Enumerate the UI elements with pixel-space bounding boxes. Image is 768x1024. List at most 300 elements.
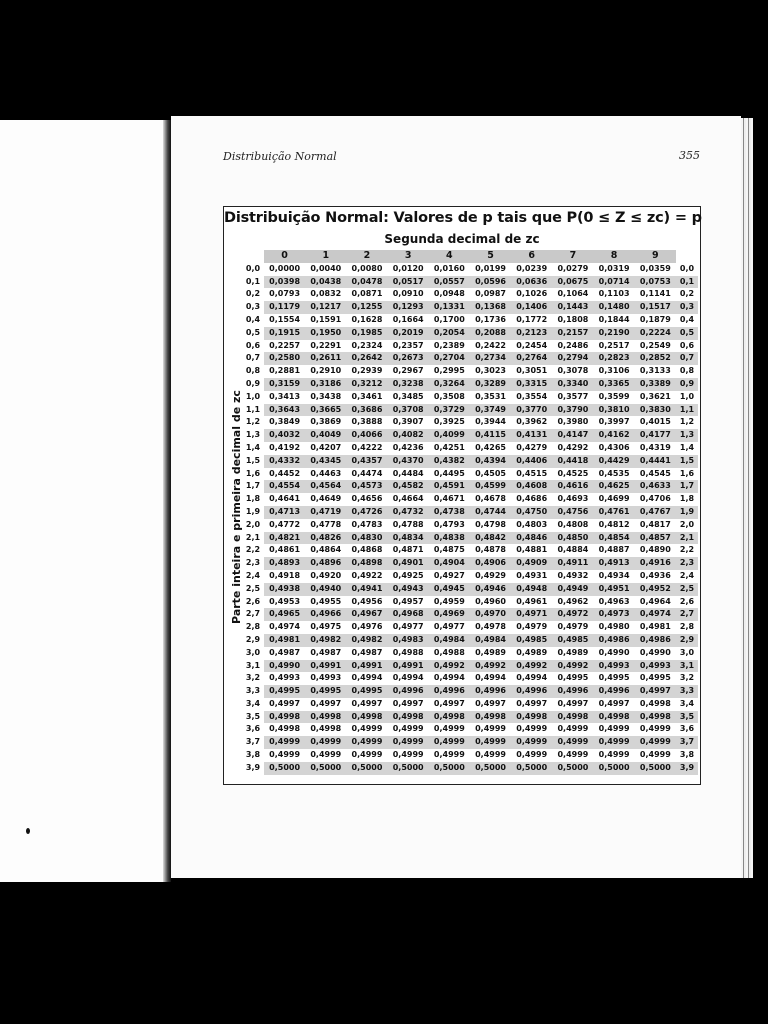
table-cell: 0,4591 <box>429 480 470 493</box>
table-cell: 0,1443 <box>552 301 593 314</box>
table-cell: 0,2967 <box>392 366 424 376</box>
row-label-right: 3,6 <box>679 724 695 734</box>
table-cell: 0,1368 <box>470 301 511 314</box>
table-cell: 0,5000 <box>305 762 346 775</box>
row-label-right: 0,1 <box>676 276 698 289</box>
table-cell: 0,4998 <box>594 711 635 724</box>
table-cell: 0,4988 <box>392 647 424 657</box>
table-row <box>242 391 698 404</box>
row-label: 1,7 <box>245 481 261 491</box>
table-cell: 0,4999 <box>346 736 387 749</box>
table-cell: 0,2704 <box>429 352 470 365</box>
table-cell: 0,4887 <box>598 545 630 555</box>
row-label: 0,7 <box>245 353 261 363</box>
table-cell: 0,4808 <box>557 519 589 529</box>
row-label: 0,0 <box>245 263 261 273</box>
table-cell: 0,4999 <box>594 736 635 749</box>
table-cell: 0,3907 <box>392 417 424 427</box>
page-number: 355 <box>679 149 700 162</box>
table-row <box>242 711 698 724</box>
row-label: 1,5 <box>245 455 261 465</box>
column-header: 1 <box>305 250 346 263</box>
table-cell: 0,2549 <box>639 340 671 350</box>
table-cell: 0,4625 <box>594 480 635 493</box>
table-cell: 0,4671 <box>433 494 465 504</box>
table-cell: 0,4948 <box>511 583 552 596</box>
table-cell: 0,4394 <box>470 455 511 468</box>
row-label-right: 3,0 <box>679 647 695 657</box>
table-cell: 0,4998 <box>346 711 387 724</box>
table-cell: 0,4922 <box>351 570 383 580</box>
table-cell: 0,4649 <box>310 494 342 504</box>
table-cell: 0,5000 <box>470 762 511 775</box>
table-row <box>242 583 698 596</box>
table-cell: 0,4788 <box>392 519 424 529</box>
table-cell: 0,1772 <box>516 314 548 324</box>
table-cell: 0,4999 <box>511 736 552 749</box>
table-cell: 0,4999 <box>557 724 589 734</box>
table-cell: 0,4984 <box>429 634 470 647</box>
table-cell: 0,1103 <box>598 289 630 299</box>
row-label: 3,7 <box>245 737 261 747</box>
column-header: 0 <box>264 250 305 263</box>
table-cell: 0,2389 <box>433 340 465 350</box>
table-cell: 0,0478 <box>346 276 387 289</box>
table-cell: 0,4993 <box>594 660 635 673</box>
table-cell: 0,4998 <box>429 711 470 724</box>
table-cell: 0,4960 <box>475 596 506 606</box>
table-row <box>242 749 698 762</box>
table-cell: 0,4990 <box>598 647 630 657</box>
table-cell: 0,3212 <box>346 378 387 391</box>
table-cell: 0,4945 <box>429 583 470 596</box>
table-row <box>242 404 698 417</box>
row-label: 2,8 <box>245 622 261 632</box>
row-label: 1,3 <box>245 430 261 440</box>
table-cell: 0,4999 <box>429 736 470 749</box>
table-cell: 0,1844 <box>598 314 630 324</box>
table-cell: 0,4999 <box>310 750 342 760</box>
table-cell: 0,2454 <box>516 340 548 350</box>
table-cell: 0,3051 <box>516 366 548 376</box>
table-cell: 0,4999 <box>470 736 511 749</box>
table-cell: 0,3749 <box>470 404 511 417</box>
table-row <box>242 596 698 609</box>
table-cell: 0,0557 <box>429 276 470 289</box>
row-label-right: 1,5 <box>676 455 698 468</box>
column-header: 6 <box>511 250 552 263</box>
table-cell: 0,0080 <box>351 263 383 273</box>
table-cell: 0,4985 <box>552 634 593 647</box>
table-cell: 0,4999 <box>392 724 424 734</box>
table-cell: 0,4830 <box>346 532 387 545</box>
table-cell: 0,4987 <box>351 647 383 657</box>
row-label-right: 3,3 <box>676 685 698 698</box>
row-label-right: 0,3 <box>676 301 698 314</box>
table-cell: 0,4940 <box>305 583 346 596</box>
table-cell: 0,3770 <box>511 404 552 417</box>
table-cell: 0,4236 <box>392 442 424 452</box>
column-header: 7 <box>552 250 593 263</box>
row-label-right: 0,9 <box>676 378 698 391</box>
table-cell: 0,4750 <box>511 506 552 519</box>
table-cell: 0,4998 <box>305 711 346 724</box>
table-cell: 0,4999 <box>269 750 301 760</box>
table-cell: 0,1331 <box>429 301 470 314</box>
table-cell: 0,4977 <box>433 622 465 632</box>
table-cell: 0,4495 <box>433 468 465 478</box>
table-cell: 0,4406 <box>511 455 552 468</box>
table-cell: 0,4893 <box>264 557 305 570</box>
table-cell: 0,4995 <box>639 673 671 683</box>
table-cell: 0,4929 <box>475 570 506 580</box>
table-cell: 0,0714 <box>594 276 635 289</box>
table-row <box>242 442 698 455</box>
table-cell: 0,4961 <box>516 596 548 606</box>
table-cell: 0,2734 <box>470 352 511 365</box>
table-cell: 0,4345 <box>305 455 346 468</box>
row-label: 2,0 <box>245 519 261 529</box>
table-cell: 0,4997 <box>269 698 301 708</box>
table-row <box>242 455 698 468</box>
row-label-right: 3,1 <box>676 660 698 673</box>
table-cell: 0,4998 <box>470 711 511 724</box>
row-label: 3,4 <box>245 698 261 708</box>
table-cell: 0,4996 <box>594 685 635 698</box>
table-cell: 0,4812 <box>598 519 630 529</box>
table-cell: 0,2823 <box>594 352 635 365</box>
table-cell: 0,0596 <box>470 276 511 289</box>
table-cell: 0,4826 <box>305 532 346 545</box>
table-cell: 0,3599 <box>598 391 630 401</box>
table-cell: 0,4936 <box>639 570 671 580</box>
table-cell: 0,4986 <box>635 634 676 647</box>
table-row <box>242 544 698 557</box>
table-cell: 0,4911 <box>552 557 593 570</box>
table-cell: 0,4162 <box>594 429 635 442</box>
table-row <box>242 762 698 775</box>
table-cell: 0,4998 <box>635 711 676 724</box>
table-cell: 0,4991 <box>305 660 346 673</box>
table-cell: 0,4664 <box>392 494 424 504</box>
row-label-right: 3,5 <box>676 711 698 724</box>
table-cell: 0,4998 <box>511 711 552 724</box>
table-cell: 0,4505 <box>475 468 506 478</box>
row-label: 2,5 <box>245 583 261 593</box>
table-cell: 0,2224 <box>635 327 676 340</box>
table-cell: 0,4941 <box>346 583 387 596</box>
table-cell: 0,4015 <box>639 417 671 427</box>
table-cell: 0,4890 <box>639 545 671 555</box>
row-label-right: 2,6 <box>679 596 695 606</box>
right-page <box>171 116 741 878</box>
table-cell: 0,0199 <box>475 263 506 273</box>
table-cell: 0,4964 <box>639 596 671 606</box>
table-cell: 0,4999 <box>475 724 506 734</box>
table-cell: 0,4998 <box>269 724 301 734</box>
table-cell: 0,4881 <box>516 545 548 555</box>
table-row <box>242 263 698 276</box>
table-cell: 0,4997 <box>392 698 424 708</box>
row-label-right: 1,3 <box>676 429 698 442</box>
table-cell: 0,3888 <box>351 417 383 427</box>
table-cell: 0,3729 <box>429 404 470 417</box>
table-cell: 0,0753 <box>635 276 676 289</box>
table-cell: 0,4292 <box>557 442 589 452</box>
table-cell: 0,4996 <box>511 685 552 698</box>
table-cell: 0,2291 <box>310 340 342 350</box>
table-row <box>242 736 698 749</box>
table-cell: 0,4554 <box>264 480 305 493</box>
table-row <box>242 506 698 519</box>
table-cell: 0,4999 <box>392 750 424 760</box>
row-label: 1,9 <box>245 506 261 516</box>
table-cell: 0,1915 <box>264 327 305 340</box>
table-cell: 0,3997 <box>598 417 630 427</box>
table-cell: 0,4997 <box>433 698 465 708</box>
table-cell: 0,4861 <box>269 545 301 555</box>
table-cell: 0,4793 <box>433 519 465 529</box>
table-cell: 0,2357 <box>392 340 424 350</box>
table-cell: 0,3849 <box>269 417 301 427</box>
table-cell: 0,4995 <box>598 673 630 683</box>
table-cell: 0,4564 <box>305 480 346 493</box>
table-cell: 0,4918 <box>269 570 301 580</box>
table-cell: 0,4999 <box>305 736 346 749</box>
table-cell: 0,4959 <box>433 596 465 606</box>
table-cell: 0,4998 <box>552 711 593 724</box>
table-cell: 0,4962 <box>557 596 589 606</box>
row-label-right: 2,2 <box>679 545 695 555</box>
table-cell: 0,3461 <box>351 391 383 401</box>
table-cell: 0,3531 <box>475 391 506 401</box>
table-cell: 0,4953 <box>269 596 301 606</box>
column-header: 3 <box>388 250 429 263</box>
row-label-right: 2,5 <box>676 583 698 596</box>
row-label-right: 3,8 <box>679 750 695 760</box>
table-cell: 0,4997 <box>598 698 630 708</box>
table-cell: 0,3790 <box>552 404 593 417</box>
table-cell: 0,4525 <box>557 468 589 478</box>
row-label: 0,5 <box>245 327 261 337</box>
row-label: 3,3 <box>245 686 261 696</box>
table-cell: 0,4706 <box>639 494 671 504</box>
table-row <box>242 288 698 301</box>
table-cell: 0,2486 <box>557 340 589 350</box>
table-cell: 0,4633 <box>635 480 676 493</box>
table-cell: 0,4066 <box>346 429 387 442</box>
table-cell: 0,4429 <box>594 455 635 468</box>
table-cell: 0,4357 <box>346 455 387 468</box>
table-cell: 0,4927 <box>433 570 465 580</box>
table-row <box>242 557 698 570</box>
table-cell: 0,4988 <box>433 647 465 657</box>
table-cell: 0,4994 <box>392 673 424 683</box>
table-cell: 0,2157 <box>552 327 593 340</box>
table-row <box>242 634 698 647</box>
table-cell: 0,4838 <box>429 532 470 545</box>
row-label-right: 3,9 <box>676 762 698 775</box>
page-gutter <box>163 120 171 882</box>
table-cell: 0,4803 <box>516 519 548 529</box>
table-cell: 0,4726 <box>346 506 387 519</box>
table-cell: 0,4798 <box>475 519 506 529</box>
table-cell: 0,4996 <box>470 685 511 698</box>
table-cell: 0,4999 <box>639 750 671 760</box>
table-cell: 0,4999 <box>516 750 548 760</box>
table-cell: 0,4987 <box>269 647 301 657</box>
row-label-right: 3,4 <box>679 698 695 708</box>
table-cell: 0,1591 <box>310 314 342 324</box>
table-cell: 0,4207 <box>310 442 342 452</box>
table-cell: 0,4995 <box>305 685 346 698</box>
z-table <box>242 250 698 775</box>
row-label-right: 2,4 <box>679 570 695 580</box>
row-label-right: 0,4 <box>679 314 695 324</box>
table-cell: 0,3980 <box>557 417 589 427</box>
row-label-right: 2,1 <box>676 532 698 545</box>
normal-distribution-table <box>223 206 701 785</box>
row-label: 0,9 <box>245 378 261 388</box>
table-cell: 0,2422 <box>475 340 506 350</box>
table-cell: 0,1628 <box>351 314 383 324</box>
table-cell: 0,4999 <box>598 724 630 734</box>
table-cell: 0,4999 <box>475 750 506 760</box>
table-cell: 0,4875 <box>433 545 465 555</box>
column-header: 4 <box>429 250 470 263</box>
row-label: 3,8 <box>245 750 261 760</box>
table-cell: 0,4904 <box>429 557 470 570</box>
table-cell: 0,4192 <box>269 442 301 452</box>
table-cell: 0,4545 <box>639 468 671 478</box>
table-cell: 0,4993 <box>310 673 342 683</box>
table-cell: 0,4906 <box>470 557 511 570</box>
table-cell: 0,4998 <box>639 698 671 708</box>
table-cell: 0,4452 <box>269 468 301 478</box>
table-cell: 0,4989 <box>516 647 548 657</box>
row-label-right: 2,9 <box>676 634 698 647</box>
table-cell: 0,4177 <box>635 429 676 442</box>
table-cell: 0,4998 <box>388 711 429 724</box>
row-label: 2,3 <box>245 558 261 568</box>
table-cell: 0,3869 <box>310 417 342 427</box>
row-label: 2,1 <box>245 532 261 542</box>
table-row <box>242 493 698 506</box>
row-label: 1,2 <box>245 417 261 427</box>
table-cell: 0,4974 <box>269 622 301 632</box>
table-cell: 0,4968 <box>388 608 429 621</box>
table-cell: 0,1950 <box>305 327 346 340</box>
table-cell: 0,4582 <box>388 480 429 493</box>
table-cell: 0,1517 <box>635 301 676 314</box>
row-axis-label: Parte inteira e primeira decimal de zc <box>230 390 243 624</box>
table-cell: 0,4983 <box>388 634 429 647</box>
table-cell: 0,0438 <box>305 276 346 289</box>
table-cell: 0,0120 <box>392 263 424 273</box>
table-cell: 0,2324 <box>351 340 383 350</box>
table-cell: 0,4251 <box>433 442 465 452</box>
table-cell: 0,4756 <box>552 506 593 519</box>
row-label-right: 1,6 <box>679 468 695 478</box>
table-cell: 0,2673 <box>388 352 429 365</box>
table-cell: 0,2019 <box>388 327 429 340</box>
table-cell: 0,4909 <box>511 557 552 570</box>
table-cell: 0,3962 <box>516 417 548 427</box>
table-cell: 0,4916 <box>635 557 676 570</box>
table-cell: 0,0948 <box>433 289 465 299</box>
column-header-row <box>242 250 698 263</box>
table-cell: 0,0239 <box>516 263 548 273</box>
table-cell: 0,4783 <box>351 519 383 529</box>
table-cell: 0,2054 <box>429 327 470 340</box>
table-row <box>242 480 698 493</box>
row-label: 1,0 <box>245 391 261 401</box>
table-cell: 0,1293 <box>388 301 429 314</box>
table-cell: 0,4946 <box>470 583 511 596</box>
row-label: 3,2 <box>245 673 261 683</box>
table-cell: 0,4999 <box>598 750 630 760</box>
table-cell: 0,4989 <box>475 647 506 657</box>
table-row <box>242 532 698 545</box>
row-label: 1,1 <box>245 404 261 414</box>
table-cell: 0,0832 <box>310 289 342 299</box>
table-cell: 0,4032 <box>264 429 305 442</box>
table-cell: 0,5000 <box>429 762 470 775</box>
table-cell: 0,4981 <box>264 634 305 647</box>
table-cell: 0,4999 <box>557 750 589 760</box>
table-cell: 0,4719 <box>305 506 346 519</box>
table-cell: 0,4999 <box>388 736 429 749</box>
table-cell: 0,4535 <box>598 468 630 478</box>
row-label-right: 0,2 <box>679 289 695 299</box>
table-cell: 0,1700 <box>433 314 465 324</box>
table-cell: 0,1026 <box>516 289 548 299</box>
table-cell: 0,2580 <box>264 352 305 365</box>
running-head: Distribuição Normal <box>223 150 337 163</box>
table-cell: 0,3264 <box>429 378 470 391</box>
table-cell: 0,2881 <box>269 366 301 376</box>
table-cell: 0,4732 <box>388 506 429 519</box>
table-cell: 0,5000 <box>511 762 552 775</box>
z-table-body <box>242 263 698 775</box>
table-cell: 0,4990 <box>264 660 305 673</box>
table-cell: 0,4778 <box>310 519 342 529</box>
table-cell: 0,4957 <box>392 596 424 606</box>
table-cell: 0,4975 <box>310 622 342 632</box>
row-label: 1,8 <box>245 494 261 504</box>
table-cell: 0,4370 <box>388 455 429 468</box>
table-cell: 0,4982 <box>346 634 387 647</box>
page-edge <box>741 118 753 878</box>
row-label: 3,0 <box>245 647 261 657</box>
table-cell: 0,2852 <box>635 352 676 365</box>
row-label: 2,9 <box>245 634 261 644</box>
table-cell: 0,1879 <box>639 314 671 324</box>
table-cell: 0,4878 <box>475 545 506 555</box>
table-cell: 0,4997 <box>310 698 342 708</box>
row-label-right: 3,7 <box>676 736 698 749</box>
table-row <box>242 672 698 685</box>
table-cell: 0,4864 <box>310 545 342 555</box>
row-label: 3,1 <box>245 660 261 670</box>
table-row <box>242 621 698 634</box>
table-cell: 0,4920 <box>310 570 342 580</box>
row-label-right: 2,7 <box>676 608 698 621</box>
table-cell: 0,4896 <box>305 557 346 570</box>
table-cell: 0,4979 <box>557 622 589 632</box>
row-label-right: 3,2 <box>679 673 695 683</box>
table-cell: 0,4999 <box>433 724 465 734</box>
